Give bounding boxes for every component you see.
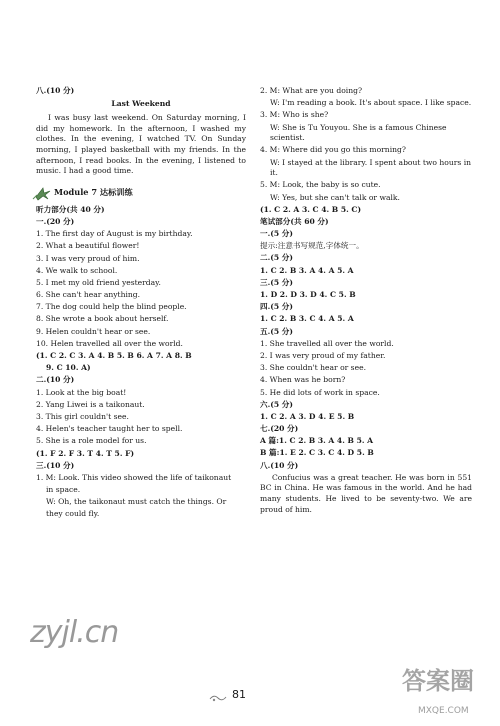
essay-paragraph: I was busy last weekend. On Saturday morning, I did my homework. In the afternoon, I washed my clothes. In the evening, I watched TV. On Sunday morning, I played basketball with my friends. In the afternoon, I read books. In the evening, I listened to music. I had a good time. <box>36 113 246 176</box>
list-item: 4. Helen's teacher taught her to spell. <box>36 424 183 434</box>
list-item: 8. She wrote a book about herself. <box>36 314 169 324</box>
answer-key: (1. F 2. F 3. T 4. T 5. F) <box>36 448 135 458</box>
list-item: 4. We walk to school. <box>36 265 118 275</box>
list-item: 3. I was very proud of him. <box>36 253 140 263</box>
list-item: 1. The first day of August is my birthday. <box>36 229 193 239</box>
leaf-ornament-icon <box>208 693 228 703</box>
listening-heading: 听力部分(共 40 分) <box>36 204 105 214</box>
question-number: 4. <box>260 145 268 155</box>
right-column <box>260 86 472 517</box>
watermark-left: zyjl.cn <box>30 615 119 650</box>
list-item: 2. I was very proud of my father. <box>260 350 386 360</box>
part-two-heading: 二.(10 分) <box>36 375 75 385</box>
section-one-heading: 一.(5 分) <box>260 229 293 239</box>
dialogue-line: M: Where did you go this morning? <box>269 145 406 155</box>
dialogue-question <box>260 145 472 156</box>
list-item: 3. This girl couldn't see. <box>36 411 129 421</box>
section-five-heading: 五.(5 分) <box>260 326 293 336</box>
essay-paragraph: Confucius was a great teacher. He was born in 551 BC in China. He was famous in the world. And he had many students. He lived to be seventy-two. We are proud of him. <box>260 472 472 514</box>
answer-key: 9. C 10. A) <box>46 363 91 373</box>
dialogue-question <box>260 180 472 191</box>
answer-key: (1. C 2. A 3. C 4. B 5. C) <box>260 204 362 214</box>
list-item: 6. She can't hear anything. <box>36 290 141 300</box>
left-column <box>36 86 246 522</box>
answer-key: 1. C 2. B 3. A 4. A 5. A <box>260 265 354 275</box>
dialogue-line: W: Yes, but she can't talk or walk. <box>270 192 400 202</box>
dialogue-line: in space. <box>46 485 81 495</box>
list-item: 10. Helen travelled all over the world. <box>36 338 183 348</box>
module-banner <box>32 185 246 201</box>
answer-key: B 篇:1. E 2. C 3. C 4. D 5. B <box>260 448 374 458</box>
section-three-heading: 三.(5 分) <box>260 277 293 287</box>
dialogue-line: M: Look, the baby is so cute. <box>269 180 381 190</box>
dialogue-line: 1. M: Look. This video showed the life of taikonaut <box>36 472 232 482</box>
dialogue-question <box>260 110 472 121</box>
dialogue-line: W: Oh, the taikonaut must catch the things. Or <box>46 497 227 507</box>
question-number: 5. <box>260 180 268 190</box>
watermark-right-logo: 答案圈 <box>402 667 474 695</box>
list-item: 2. What a beautiful flower! <box>36 241 140 251</box>
list-item: 3. She couldn't hear or see. <box>260 363 366 373</box>
dialogue-line: M: What are you doing? <box>269 86 363 95</box>
answer-key: 1. D 2. D 3. D 4. C 5. B <box>260 290 356 299</box>
dialogue-question <box>260 86 472 97</box>
dialogue-line: W: I'm reading a book. It's about space. I like space. <box>270 98 472 108</box>
section-four-heading: 四.(5 分) <box>260 302 293 312</box>
answer-key: 1. C 2. A 3. D 4. E 5. B <box>260 411 355 421</box>
list-item: 1. She travelled all over the world. <box>260 338 394 348</box>
writing-heading: 笔试部分(共 60 分) <box>260 216 329 226</box>
list-item: 5. He did lots of work in space. <box>260 387 380 397</box>
list-item: 5. I met my old friend yesterday. <box>36 277 161 287</box>
dialogue-line: W: I stayed at the library. I spent about two hours in it. <box>270 157 472 178</box>
question-number: 3. <box>260 110 268 120</box>
list-item: 4. When was he born? <box>260 375 346 385</box>
section-seven-heading: 七.(20 分) <box>260 424 299 434</box>
list-item: 7. The dog could help the blind people. <box>36 302 187 312</box>
list-item: 9. Helen couldn't hear or see. <box>36 326 151 336</box>
section-two-heading: 二.(5 分) <box>260 253 293 263</box>
answer-key: 1. C 2. B 3. C 4. A 5. A <box>260 314 354 324</box>
question-number: 2. <box>260 86 268 95</box>
watermark-right-url: MXQE.COM <box>418 706 469 716</box>
answer-key: (1. C 2. C 3. A 4. B 5. B 6. A 7. A 8. B <box>36 351 192 360</box>
page-number: 81 <box>232 688 246 701</box>
list-item: 5. She is a role model for us. <box>36 436 147 446</box>
list-item: 1. Look at the big boat! <box>36 387 127 397</box>
part-three-heading: 三.(10 分) <box>36 460 75 470</box>
dialogue-line: M: Who is she? <box>269 110 329 120</box>
section-eight-heading: 八.(10 分) <box>260 460 299 470</box>
tip-text: 提示:注意书写规范,字体统一。 <box>260 241 364 251</box>
dialogue-line: W: She is Tu Youyou. She is a famous Chinese scientist. <box>270 122 447 143</box>
star-icon <box>32 185 54 201</box>
answer-key: A 篇:1. C 2. B 3. A 4. B 5. A <box>260 436 374 446</box>
part-one-heading: 一.(20 分) <box>36 216 75 226</box>
dialogue-line: they could fly. <box>46 509 100 519</box>
essay-title: Last Weekend <box>111 98 171 108</box>
section-six-heading: 六.(5 分) <box>260 399 293 409</box>
section-eight-heading: 八.(10 分) <box>36 86 75 95</box>
list-item: 2. Yang Liwei is a taikonaut. <box>36 399 145 409</box>
module-title: Module 7 达标训练 <box>54 187 133 198</box>
